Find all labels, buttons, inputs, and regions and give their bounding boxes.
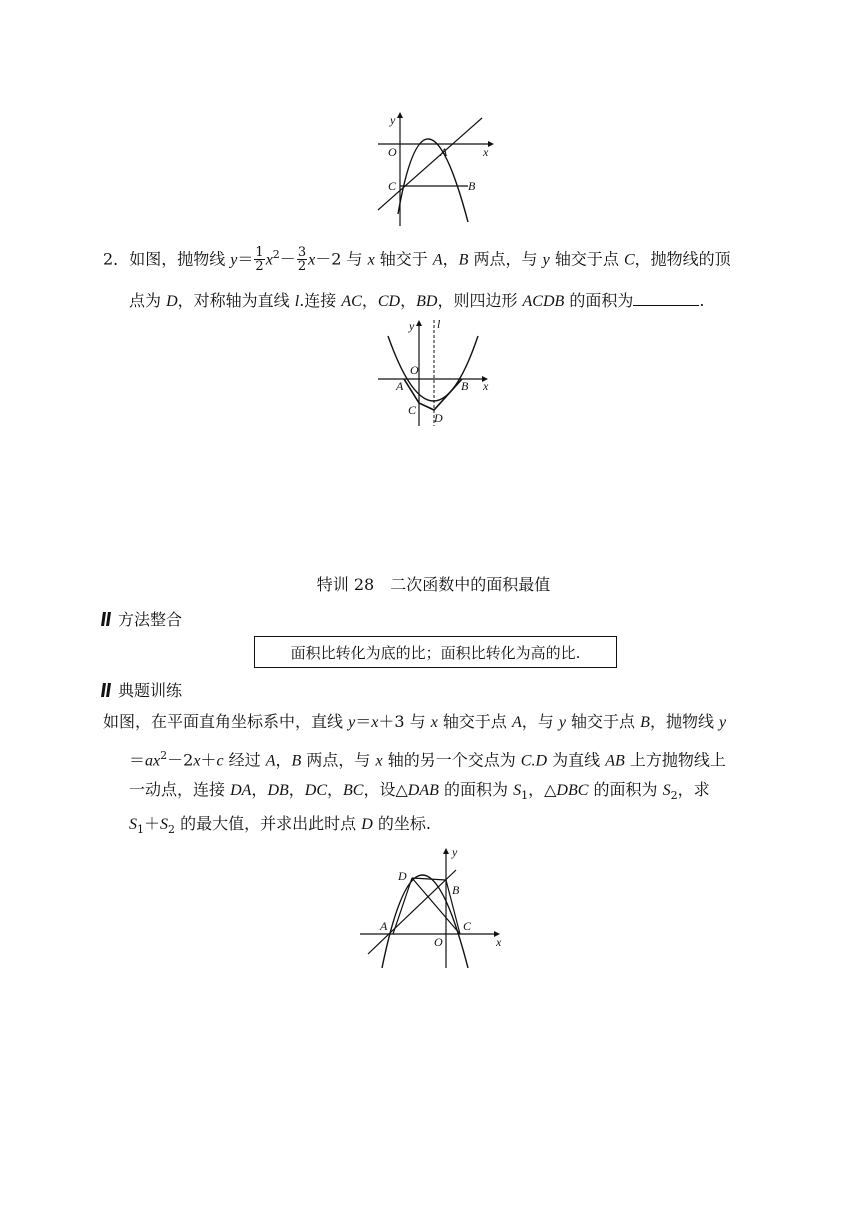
fig2-label-C: C (408, 403, 417, 417)
fig1-label-y: y (390, 113, 396, 127)
fig3-label-C: C (463, 919, 472, 933)
example-line-4: $S_1+S_2$ 的最大值，并求出此时点 D 的坐标. (129, 814, 431, 837)
fig1-label-x: x (483, 145, 489, 159)
fig2-label-l: l (437, 317, 441, 331)
fig3-label-A: A (380, 919, 388, 933)
fig2-label-y: y (409, 319, 415, 333)
method-heading: 方法整合 (101, 607, 182, 630)
example-line-3: 一动点，连接 DA，DB，DC，BC，设△DAB 的面积为 $S_1$，△DBC 的面积为 $S_2$，求 (129, 780, 710, 803)
fig2-label-x: x (483, 379, 489, 393)
fig2-label-O: O (410, 363, 419, 377)
fig3-label-O: O (434, 935, 443, 949)
fig1-label-O: O (388, 145, 397, 159)
fig3-label-B: B (452, 883, 460, 897)
fig1-label-A: A (440, 145, 448, 159)
figure-2-graph (374, 316, 498, 428)
answer-blank[interactable] (633, 291, 699, 306)
fig3-label-D: D (398, 869, 407, 883)
figure-3-graph (356, 842, 512, 970)
example-line-1: 如图，在平面直角坐标系中，直线 y＝x＋3 与 x 轴交于点 A，与 y 轴交于点 B，抛物线 y (103, 712, 727, 731)
fig2-label-A: A (396, 379, 404, 393)
fig2-label-D: D (434, 411, 443, 425)
section-title: 特训 28 二次函数中的面积最值 (316, 575, 551, 594)
section-marker-icon (101, 683, 112, 697)
section-marker-icon (101, 612, 112, 626)
fig1-label-B: B (468, 179, 476, 193)
fraction-one-half: $\frac{1}{2}$ (255, 245, 264, 275)
fig1-label-C: C (388, 179, 397, 193)
problem-2-line-2: 点为 D，对称轴为直线 l.连接 AC，CD，BD，则四边形 ACDB 的面积为 . (129, 291, 705, 310)
fig3-label-x: x (496, 935, 502, 949)
figure-1-graph (370, 110, 500, 228)
fig2-label-B: B (461, 379, 469, 393)
example-line-2: $=ax^2-2x+c$ 经过 A，B 两点，与 x 轴的另一个交点为 C.D 为直线 AB 上方抛物线上 (129, 749, 726, 770)
example-heading: 典题训练 (101, 678, 182, 701)
fig3-label-y: y (452, 845, 458, 859)
method-summary-box: 面积比转化为底的比；面积比转化为高的比. (254, 636, 617, 668)
fraction-three-halves: $\frac{3}{2}$ (297, 245, 307, 275)
problem-2-line-1: 2．如图，抛物线 y＝ $\frac{1}{2}$ $x^2-$ $\frac{3}{2}$ x－2 与 x 轴交于 A，B 两点，与 y 轴交于点 C，抛物线的顶 (103, 245, 731, 275)
